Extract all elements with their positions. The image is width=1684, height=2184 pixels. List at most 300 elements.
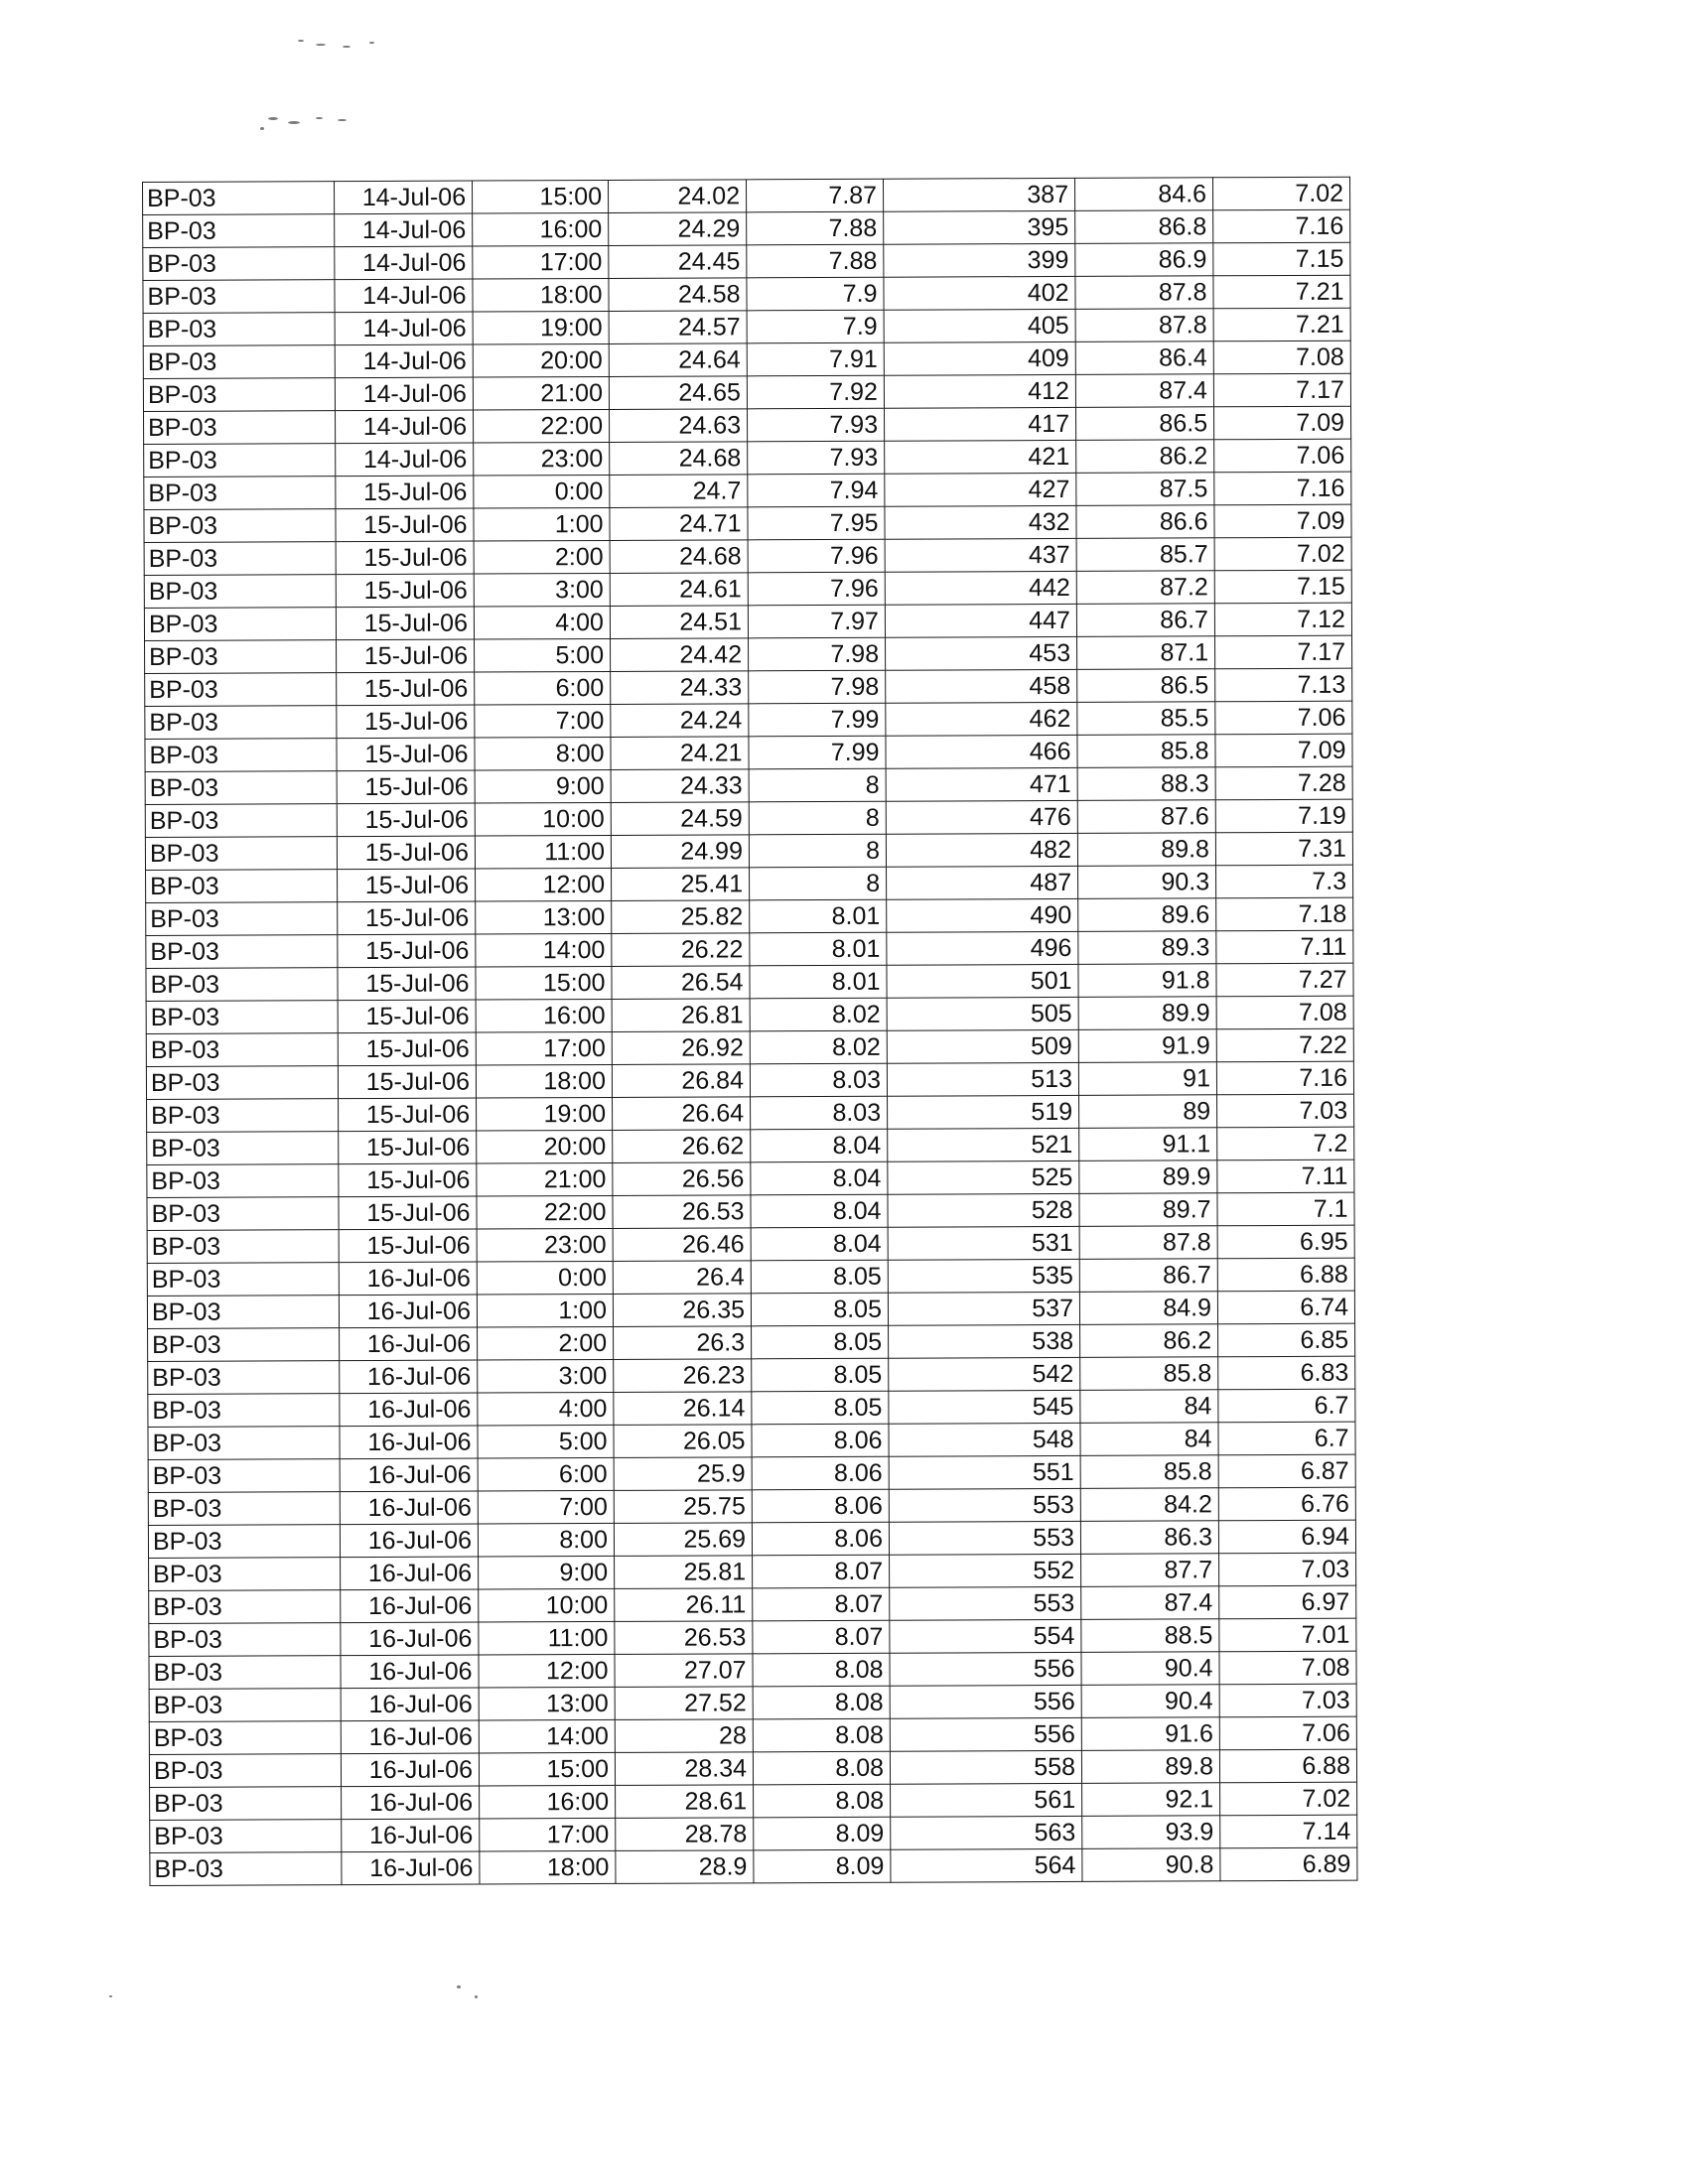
value-2-cell: 8.04	[751, 1194, 888, 1228]
table-row	[148, 1323, 1355, 1361]
value-5-cell: 6.83	[1218, 1356, 1355, 1390]
time-cell: 18:00	[473, 278, 609, 312]
value-5-cell: 6.97	[1219, 1585, 1356, 1619]
value-4-cell: 84.2	[1080, 1488, 1218, 1522]
site-cell: BP-03	[144, 542, 336, 576]
time-cell: 11:00	[479, 1621, 615, 1655]
time-cell: 12:00	[479, 1654, 615, 1688]
site-cell: BP-03	[143, 345, 335, 379]
value-2-cell: 8.07	[753, 1587, 890, 1621]
date-cell: 15-Jul-06	[336, 508, 474, 542]
value-3-cell: 525	[888, 1160, 1079, 1194]
time-cell: 13:00	[476, 900, 612, 934]
value-3-cell: 552	[890, 1554, 1081, 1587]
site-cell: BP-03	[149, 1721, 341, 1755]
value-1-cell: 24.29	[609, 212, 747, 246]
value-2-cell: 8.04	[751, 1227, 888, 1261]
time-cell: 8:00	[475, 737, 611, 770]
value-4-cell: 84	[1080, 1423, 1218, 1456]
site-cell: BP-03	[149, 1623, 341, 1657]
value-5-cell: 6.87	[1218, 1454, 1355, 1488]
value-4-cell: 89.8	[1081, 1750, 1219, 1784]
table-row	[144, 537, 1351, 575]
site-cell: BP-03	[146, 1066, 338, 1100]
date-cell: 16-Jul-06	[341, 1753, 479, 1787]
site-cell: BP-03	[147, 1263, 339, 1297]
value-2-cell: 7.88	[747, 244, 884, 278]
site-cell: BP-03	[147, 1230, 339, 1264]
table-row	[148, 1454, 1355, 1492]
value-3-cell: 553	[890, 1586, 1081, 1620]
time-cell: 22:00	[477, 1195, 613, 1229]
time-cell: 18:00	[480, 1850, 616, 1884]
time-cell: 1:00	[474, 507, 610, 541]
value-5-cell: 7.06	[1214, 439, 1351, 473]
time-cell: 19:00	[477, 1097, 613, 1131]
time-cell: 23:00	[477, 1228, 613, 1262]
value-1-cell: 24.59	[611, 802, 749, 836]
value-2-cell: 7.98	[749, 637, 886, 671]
value-5-cell: 7.16	[1213, 209, 1350, 243]
date-cell: 14-Jul-06	[336, 443, 474, 477]
value-3-cell: 551	[889, 1455, 1080, 1489]
value-5-cell: 7.03	[1219, 1684, 1356, 1717]
value-5-cell: 7.22	[1216, 1028, 1353, 1062]
time-cell: 10:00	[479, 1588, 615, 1622]
time-cell: 4:00	[474, 606, 610, 639]
value-2-cell: 8.08	[753, 1751, 890, 1785]
date-cell: 16-Jul-06	[341, 1655, 479, 1689]
site-cell: BP-03	[146, 870, 338, 903]
value-2-cell: 8.06	[752, 1424, 889, 1457]
value-1-cell: 24.64	[609, 343, 747, 377]
site-cell: BP-03	[143, 280, 335, 314]
value-4-cell: 85.8	[1080, 1455, 1218, 1489]
site-cell: BP-03	[143, 378, 335, 412]
site-cell: BP-03	[149, 1689, 341, 1722]
value-5-cell: 7.17	[1213, 373, 1350, 407]
date-cell: 14-Jul-06	[335, 181, 473, 214]
value-5-cell: 7.16	[1214, 472, 1351, 505]
date-cell: 15-Jul-06	[339, 1098, 477, 1132]
value-2-cell: 7.87	[746, 179, 883, 212]
site-cell: BP-03	[145, 837, 337, 871]
time-cell: 17:00	[473, 245, 609, 279]
value-2-cell: 8.02	[750, 1030, 887, 1064]
value-3-cell: 395	[884, 210, 1075, 244]
time-cell: 4:00	[478, 1392, 614, 1426]
value-1-cell: 26.46	[613, 1228, 751, 1262]
time-cell: 16:00	[473, 212, 609, 246]
value-5-cell: 6.74	[1217, 1291, 1354, 1324]
table-row	[145, 799, 1352, 837]
table-row	[146, 1061, 1353, 1099]
value-3-cell: 447	[885, 604, 1076, 637]
value-4-cell: 86.5	[1077, 669, 1215, 703]
value-1-cell: 24.24	[611, 704, 749, 738]
value-5-cell: 6.76	[1218, 1487, 1355, 1521]
value-2-cell: 8	[749, 834, 886, 868]
value-2-cell: 7.95	[748, 506, 885, 540]
table-row	[147, 1258, 1354, 1296]
value-1-cell: 25.69	[614, 1523, 752, 1557]
value-1-cell: 26.92	[612, 1031, 750, 1065]
date-cell: 16-Jul-06	[341, 1557, 479, 1590]
time-cell: 3:00	[474, 573, 610, 607]
site-cell: BP-03	[148, 1361, 340, 1395]
value-3-cell: 490	[887, 898, 1078, 932]
value-2-cell: 8.08	[753, 1653, 890, 1687]
value-2-cell: 7.88	[747, 211, 884, 245]
value-3-cell: 462	[886, 702, 1077, 736]
value-3-cell: 561	[891, 1783, 1082, 1817]
value-1-cell: 24.21	[611, 737, 749, 770]
value-2-cell: 7.96	[748, 539, 885, 573]
date-cell: 16-Jul-06	[342, 1851, 480, 1885]
time-cell: 15:00	[476, 966, 612, 1000]
value-4-cell: 86.3	[1080, 1521, 1218, 1555]
value-4-cell: 90.4	[1081, 1652, 1219, 1686]
time-cell: 21:00	[477, 1162, 613, 1196]
time-cell: 2:00	[478, 1326, 614, 1360]
time-cell: 2:00	[474, 540, 610, 574]
value-1-cell: 26.64	[613, 1097, 751, 1131]
date-cell: 15-Jul-06	[339, 1163, 477, 1197]
value-5-cell: 6.88	[1217, 1258, 1354, 1292]
value-1-cell: 25.41	[612, 868, 750, 901]
table-row	[147, 1225, 1354, 1263]
value-3-cell: 558	[890, 1750, 1081, 1784]
date-cell: 16-Jul-06	[340, 1327, 478, 1361]
value-3-cell: 458	[886, 669, 1077, 703]
site-cell: BP-03	[146, 902, 338, 936]
table-row	[149, 1684, 1356, 1721]
time-cell: 10:00	[475, 802, 611, 836]
value-2-cell: 8.09	[754, 1849, 891, 1883]
date-cell: 15-Jul-06	[338, 934, 476, 968]
value-3-cell: 538	[889, 1324, 1080, 1358]
value-1-cell: 26.3	[614, 1326, 752, 1360]
value-1-cell: 24.71	[610, 507, 748, 541]
site-cell: BP-03	[147, 1197, 339, 1231]
value-5-cell: 6.88	[1219, 1749, 1356, 1783]
value-4-cell: 89.9	[1079, 1160, 1217, 1194]
site-cell: BP-03	[146, 1033, 338, 1067]
table-row	[143, 242, 1350, 280]
value-3-cell: 537	[888, 1292, 1079, 1325]
value-1-cell: 26.14	[614, 1392, 752, 1426]
value-4-cell: 84.9	[1079, 1292, 1217, 1325]
table-row	[147, 1160, 1354, 1197]
value-3-cell: 482	[886, 833, 1077, 867]
site-cell: BP-03	[145, 771, 337, 805]
date-cell: 15-Jul-06	[337, 705, 475, 739]
value-3-cell: 545	[889, 1390, 1080, 1424]
table-row	[143, 209, 1350, 247]
value-5-cell: 7.19	[1215, 799, 1352, 833]
value-4-cell: 86.2	[1076, 440, 1214, 474]
date-cell: 16-Jul-06	[339, 1295, 477, 1328]
time-cell: 13:00	[479, 1687, 615, 1720]
date-cell: 14-Jul-06	[335, 279, 473, 313]
site-cell: BP-03	[147, 1132, 339, 1165]
table-row	[146, 865, 1353, 902]
site-cell: BP-03	[143, 182, 335, 215]
date-cell: 15-Jul-06	[338, 967, 476, 1001]
value-5-cell: 6.7	[1218, 1422, 1355, 1455]
value-2-cell: 8.06	[752, 1489, 889, 1523]
value-2-cell: 8.09	[754, 1817, 891, 1850]
value-1-cell: 24.63	[610, 409, 748, 443]
value-1-cell: 24.65	[609, 376, 747, 410]
date-cell: 15-Jul-06	[338, 1032, 476, 1066]
value-1-cell: 24.68	[610, 540, 748, 574]
value-1-cell: 24.33	[611, 769, 749, 803]
value-5-cell: 7.1	[1217, 1192, 1354, 1226]
value-2-cell: 7.97	[748, 605, 885, 638]
date-cell: 14-Jul-06	[335, 344, 473, 378]
value-3-cell: 442	[885, 571, 1076, 605]
date-cell: 16-Jul-06	[340, 1393, 478, 1427]
table-row	[145, 701, 1352, 739]
date-cell: 15-Jul-06	[336, 607, 474, 640]
value-5-cell: 7.11	[1216, 930, 1353, 964]
value-4-cell: 87.5	[1076, 473, 1214, 506]
time-cell: 8:00	[478, 1523, 614, 1557]
value-4-cell: 89	[1079, 1095, 1217, 1129]
date-cell: 16-Jul-06	[340, 1458, 478, 1492]
value-5-cell: 7.02	[1220, 1782, 1357, 1816]
value-4-cell: 86.9	[1075, 243, 1213, 277]
date-cell: 15-Jul-06	[337, 738, 475, 771]
table-row	[145, 668, 1352, 706]
value-4-cell: 88.5	[1081, 1619, 1219, 1653]
site-cell: BP-03	[148, 1492, 340, 1526]
time-cell: 7:00	[475, 704, 611, 738]
site-cell: BP-03	[146, 935, 338, 969]
date-cell: 15-Jul-06	[339, 1131, 477, 1164]
table-row	[148, 1356, 1355, 1394]
value-2-cell: 8	[749, 768, 886, 802]
site-cell: BP-03	[144, 509, 336, 543]
value-1-cell: 26.23	[614, 1359, 752, 1393]
value-1-cell: 25.81	[615, 1556, 753, 1589]
value-2-cell: 8.08	[754, 1784, 891, 1818]
table-row	[146, 996, 1353, 1033]
value-3-cell: 548	[889, 1423, 1080, 1456]
value-4-cell: 86.4	[1075, 341, 1213, 375]
value-4-cell: 90.3	[1078, 866, 1216, 899]
value-1-cell: 26.84	[612, 1064, 750, 1098]
time-cell: 1:00	[477, 1294, 613, 1327]
table-row	[145, 734, 1352, 771]
value-2-cell: 8.04	[751, 1161, 888, 1195]
table-row	[146, 963, 1353, 1001]
time-cell: 21:00	[473, 376, 609, 410]
value-5-cell: 6.85	[1218, 1323, 1355, 1357]
value-3-cell: 387	[883, 178, 1074, 211]
value-1-cell: 26.56	[613, 1162, 751, 1196]
value-4-cell: 86.8	[1075, 210, 1213, 244]
value-5-cell: 7.27	[1216, 963, 1353, 997]
value-5-cell: 7.14	[1220, 1815, 1357, 1848]
value-3-cell: 437	[885, 538, 1076, 572]
date-cell: 14-Jul-06	[335, 246, 473, 280]
site-cell: BP-03	[148, 1427, 340, 1460]
time-cell: 11:00	[475, 835, 611, 869]
date-cell: 16-Jul-06	[340, 1426, 478, 1459]
value-1-cell: 24.68	[610, 442, 748, 476]
site-cell: BP-03	[146, 968, 338, 1002]
time-cell: 20:00	[473, 343, 609, 377]
time-cell: 19:00	[473, 311, 609, 344]
value-3-cell: 412	[884, 374, 1075, 408]
time-cell: 15:00	[472, 180, 608, 213]
value-2-cell: 8.08	[753, 1718, 890, 1752]
value-4-cell: 90.8	[1082, 1848, 1220, 1882]
value-3-cell: 496	[887, 931, 1078, 965]
value-2-cell: 8.01	[750, 932, 887, 966]
value-5-cell: 7.16	[1216, 1061, 1353, 1095]
value-1-cell: 28.78	[616, 1818, 754, 1851]
value-4-cell: 89.8	[1077, 833, 1215, 867]
value-1-cell: 24.61	[610, 573, 748, 607]
site-cell: BP-03	[145, 640, 337, 674]
value-5-cell: 7.21	[1213, 275, 1350, 309]
value-2-cell: 8.07	[753, 1555, 890, 1588]
value-1-cell: 27.07	[615, 1654, 753, 1688]
value-5-cell: 6.7	[1218, 1389, 1355, 1423]
value-2-cell: 7.98	[749, 670, 886, 704]
time-cell: 15:00	[479, 1752, 615, 1786]
table-row	[148, 1422, 1355, 1459]
value-4-cell: 91	[1078, 1062, 1216, 1096]
site-cell: BP-03	[148, 1525, 340, 1559]
time-cell: 20:00	[477, 1130, 613, 1163]
value-4-cell: 84.6	[1074, 178, 1212, 211]
value-2-cell: 8.03	[750, 1063, 887, 1097]
date-cell: 14-Jul-06	[335, 377, 473, 411]
value-3-cell: 453	[886, 636, 1077, 670]
time-cell: 16:00	[480, 1785, 616, 1819]
value-3-cell: 528	[888, 1193, 1079, 1227]
value-5-cell: 7.06	[1215, 701, 1352, 735]
table-row	[146, 1028, 1353, 1066]
value-3-cell: 476	[886, 800, 1077, 834]
table-row	[145, 635, 1352, 673]
value-1-cell: 24.99	[611, 835, 749, 869]
site-cell: BP-03	[150, 1852, 342, 1886]
value-3-cell: 542	[889, 1357, 1080, 1391]
value-4-cell: 86.2	[1080, 1324, 1218, 1358]
value-1-cell: 26.35	[613, 1294, 751, 1327]
value-4-cell: 87.7	[1081, 1554, 1219, 1587]
value-3-cell: 564	[891, 1848, 1082, 1882]
table-row	[144, 504, 1351, 542]
value-4-cell: 91.6	[1081, 1717, 1219, 1751]
value-2-cell: 8	[750, 867, 887, 900]
time-cell: 18:00	[476, 1064, 612, 1098]
value-1-cell: 26.81	[612, 999, 750, 1032]
site-cell: BP-03	[149, 1558, 341, 1591]
value-4-cell: 89.6	[1078, 898, 1216, 932]
value-2-cell: 8.06	[752, 1456, 889, 1490]
date-cell: 15-Jul-06	[337, 803, 475, 837]
value-5-cell: 7.01	[1219, 1618, 1356, 1652]
value-1-cell: 25.82	[612, 900, 750, 934]
value-1-cell: 28.9	[616, 1850, 754, 1884]
site-cell: BP-03	[143, 313, 335, 346]
site-cell: BP-03	[147, 1099, 339, 1133]
date-cell: 16-Jul-06	[339, 1262, 477, 1296]
table-row	[149, 1618, 1356, 1656]
table-row	[147, 1291, 1354, 1328]
value-1-cell: 24.33	[611, 671, 749, 705]
date-cell: 14-Jul-06	[335, 312, 473, 345]
value-3-cell: 563	[891, 1816, 1082, 1849]
value-5-cell: 7.06	[1219, 1716, 1356, 1750]
value-1-cell: 26.4	[613, 1261, 751, 1295]
time-cell: 17:00	[480, 1818, 616, 1851]
value-3-cell: 417	[885, 407, 1076, 441]
table-row	[145, 766, 1352, 804]
value-5-cell: 7.21	[1213, 308, 1350, 341]
value-4-cell: 87.8	[1075, 276, 1213, 310]
value-4-cell: 87.6	[1077, 800, 1215, 834]
value-3-cell: 509	[887, 1029, 1078, 1063]
date-cell: 14-Jul-06	[335, 213, 473, 247]
value-4-cell: 91.1	[1079, 1128, 1217, 1161]
table-row	[143, 275, 1350, 313]
value-4-cell: 84	[1080, 1390, 1218, 1424]
time-cell: 23:00	[474, 442, 610, 476]
value-5-cell: 7.31	[1215, 832, 1352, 866]
date-cell: 16-Jul-06	[341, 1720, 479, 1754]
table-row	[144, 472, 1351, 509]
table-body	[143, 177, 1357, 1885]
value-5-cell: 7.02	[1214, 537, 1351, 571]
time-cell: 7:00	[478, 1490, 614, 1524]
value-4-cell: 93.9	[1082, 1816, 1220, 1849]
value-1-cell: 27.52	[615, 1687, 753, 1720]
time-cell: 14:00	[476, 933, 612, 967]
value-5-cell: 7.12	[1214, 603, 1351, 636]
value-1-cell: 28	[615, 1719, 753, 1753]
value-1-cell: 26.22	[612, 933, 750, 967]
time-cell: 9:00	[479, 1556, 615, 1589]
value-5-cell: 6.89	[1220, 1847, 1357, 1881]
value-2-cell: 8.05	[751, 1260, 888, 1294]
site-cell: BP-03	[145, 739, 337, 772]
value-3-cell: 501	[887, 964, 1078, 998]
value-2-cell: 7.93	[748, 408, 885, 442]
value-3-cell: 535	[888, 1259, 1079, 1293]
value-2-cell: 7.93	[748, 441, 885, 475]
time-cell: 17:00	[476, 1031, 612, 1065]
site-cell: BP-03	[144, 444, 336, 478]
site-cell: BP-03	[143, 214, 335, 248]
value-4-cell: 86.6	[1076, 505, 1214, 539]
value-3-cell: 471	[886, 767, 1077, 801]
value-5-cell: 7.08	[1213, 341, 1350, 374]
value-2-cell: 8.06	[752, 1522, 889, 1556]
value-2-cell: 8.03	[751, 1096, 888, 1130]
value-2-cell: 8.05	[752, 1358, 889, 1392]
table-row	[143, 341, 1350, 378]
value-3-cell: 432	[885, 505, 1076, 539]
value-1-cell: 25.75	[614, 1490, 752, 1524]
value-4-cell: 85.7	[1076, 538, 1214, 572]
